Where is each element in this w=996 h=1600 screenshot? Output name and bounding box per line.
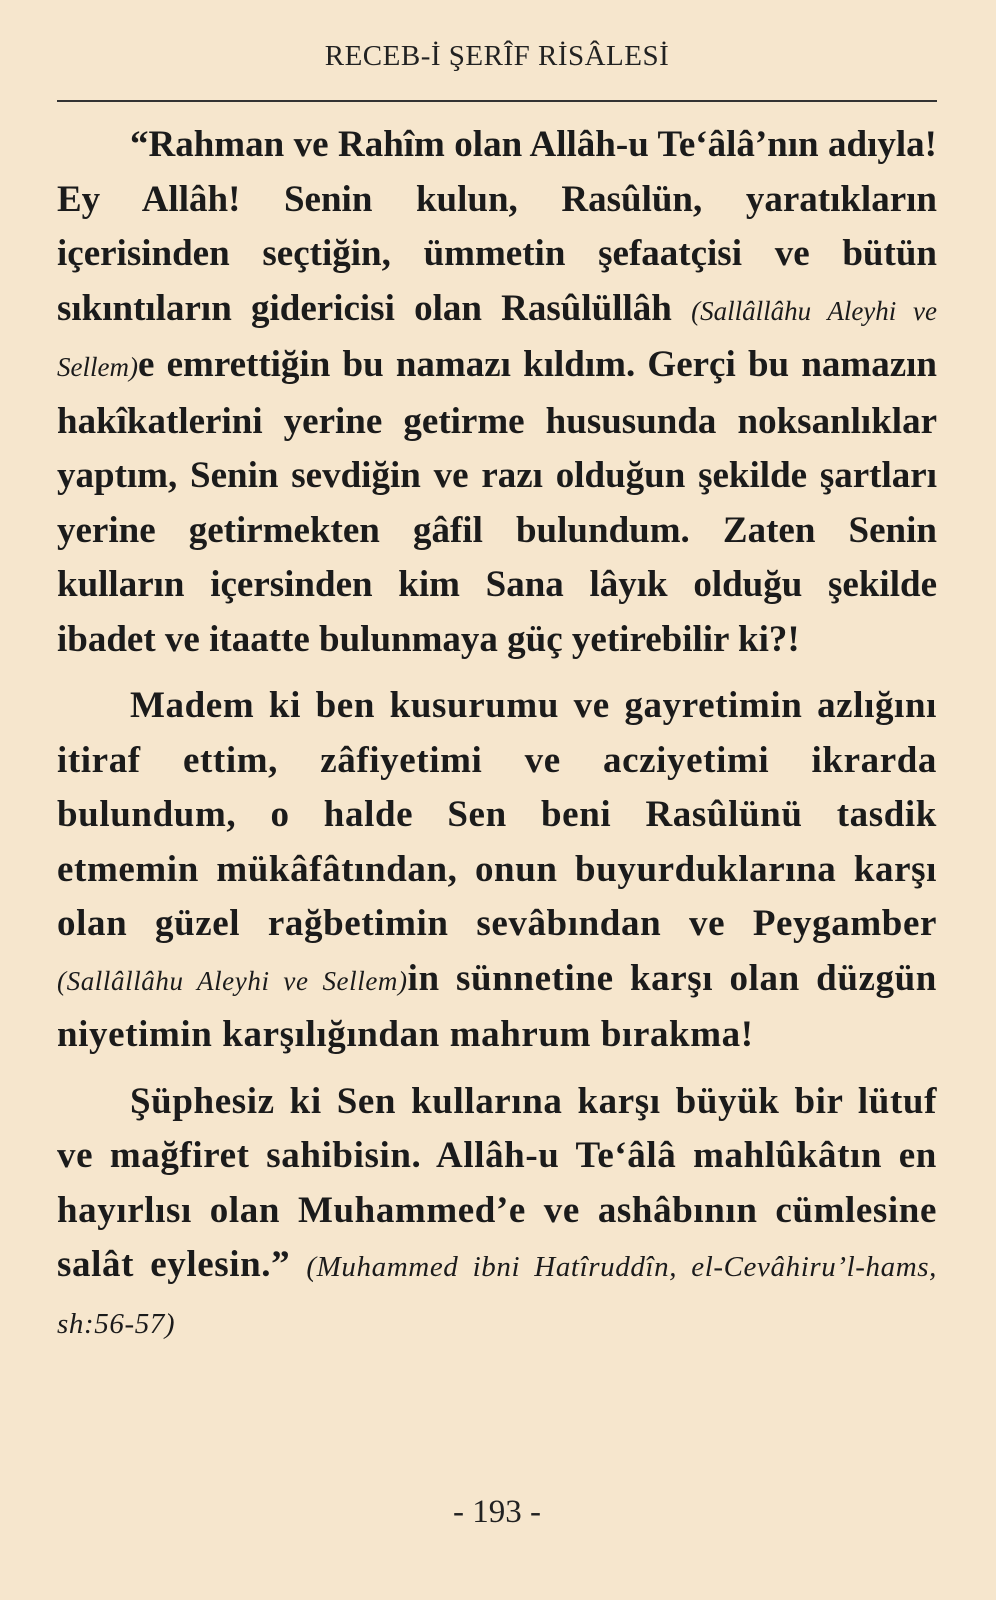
- honorific-phrase: (Sallâllâhu Aleyhi ve Sellem): [57, 295, 937, 382]
- body-text: [57, 118, 937, 1351]
- book-page: [57, 0, 937, 1600]
- paragraph-prayer: [57, 118, 937, 667]
- paragraph-text: “Rahman ve Rahîm olan Allâh-u Te‘âlâ’nın adıyla! Ey Allâh! Senin kulun, Rasûlün, yaratıkların içerisinden seçtiğin, ümmetin şefaatçisi ve bütün sıkıntıların gidericisi olan Rasûlüllâh: [57, 124, 937, 329]
- paragraph-confession: [57, 679, 937, 1063]
- paragraph-text: in sünnetine karşı olan düzgün niyetimin karşılığından mahrum bırakma!: [57, 957, 937, 1055]
- honorific-phrase: (Sallâllâhu Aleyhi ve Sellem): [57, 965, 408, 996]
- paragraph-text: Madem ki ben kusurumu ve gayretimin azlığını itiraf ettim, zâfiyetimi ve acziyetimi ikrarda bulundum, o halde Sen beni Rasûlünü tasdik etmemin mükâfâtından, onun buyurduklarına karşı olan güzel rağbetimin sevâbından ve Peygamber: [57, 685, 937, 944]
- source-citation: (Muhammed ibni Hatîruddîn, el-Cevâhiru’l-hams, sh:56-57): [57, 1251, 937, 1340]
- header-rule: [57, 100, 937, 102]
- running-header: RECEB-İ ŞERÎF RİSÂLESİ: [324, 40, 670, 72]
- paragraph-text: e emrettiğin bu namazı kıldım. Gerçi bu namazın hakîkatlerini yerine getirme hususunda noksanlıklar yaptım, Senin sevdiğin ve razı olduğun şekilde şartları yerine getirmekten gâfil bulundum. Zaten Senin kulların içersinden kim Sana lâyık olduğu şekilde ibadet ve itaatte bulunmaya güç yetirebilir ki?!: [57, 344, 937, 660]
- page-number: - 193 -: [453, 1494, 541, 1530]
- paragraph-closing: [57, 1075, 937, 1352]
- paragraph-text: Şüphesiz ki Sen kullarına karşı büyük bir lütuf ve mağfiret sahibisin. Allâh-u Te‘âlâ mahlûkâtın en hayırlısı olan Muhammed’e ve ashâbının cümlesine salât eylesin.”: [57, 1080, 937, 1285]
